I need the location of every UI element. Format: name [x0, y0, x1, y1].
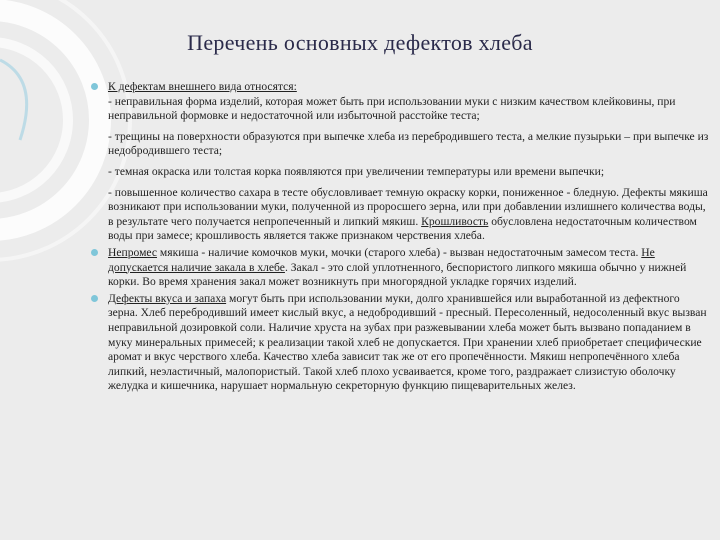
- content-body: [94, 80, 712, 394]
- crumbliness-term: Крошливость: [421, 214, 489, 228]
- unmixed-text: мякиша - наличие комочков муки, мочки (старого хлеба) - вызван недостаточным замесом теста.: [157, 245, 642, 259]
- bullet-taste-and-smell: [94, 292, 712, 394]
- bullet-exterior-defects: [94, 80, 712, 95]
- crumbliness-text: обусловлена недостаточным количеством воды при замесе; крошливость является также признаком черствения хлеба.: [108, 214, 697, 243]
- zakal-text: . Закал - это слой уплотненного, беспористого липкого мякиша обычно у нижней корки. Во время хранения закал может возникнуть при многорядной укладке горячих изделий.: [108, 260, 687, 289]
- paragraph-sugar-and-crumb: [94, 186, 712, 244]
- unmixed-term: Непромес: [108, 245, 158, 259]
- sugar-text: - повышенное количество сахара в тесте обусловливает темную окраску корки, пониженное - бледную. Дефекты мякиша возникают при использовании муки, полученной из проросшего зерна, или при добавлении излишнего количества воды, в результате чего получается непропеченный и липкий мякиш.: [108, 185, 708, 228]
- bullet-unmixed-crumb: [94, 246, 712, 290]
- taste-smell-term: Дефекты вкуса и запаха: [108, 291, 227, 305]
- paragraph-irregular-shape: - неправильная форма изделий, которая может быть при использовании муки с низким качеством клейковины, при неправильной формовке и недостаточной или избыточной расстойке теста;: [108, 94, 676, 123]
- exterior-defects-heading: К дефектам внешнего вида относятся:: [108, 80, 297, 93]
- taste-smell-text: могут быть при использовании муки, долго хранившейся или выработанной из дефектного зерна. Хлеб перебродивший имеет кислый вкус, а недобродивший - пресный. Пересоленный, недосоленный вкус вызван неправильной дозировкой соли. Наличие хруста на зубах при разжевывании хлеба может быть вызвано попаданием в муку минеральных примесей; к реализации такой хлеб не допускается. При хранении хлеб приобретает специфические аромат и вкус черствого хлеба. Качество хлеба зависит так же от его пропечённости. Мякиш непропечённого хлеба липкий, неэластичный, малопористый. Такой хлеб плохо усваивается, кроме того, раздражает слизистую оболочку желудка и кишечника, нарушает нормальную секреторную функцию пищеварительных желез.: [108, 291, 707, 393]
- paragraph-dark-crust: - темная окраска или толстая корка появляются при увеличении температуры или времени выпечки;: [108, 164, 605, 178]
- page-title: Перечень основных дефектов хлеба: [187, 30, 533, 55]
- zakal-term: Не допускается наличие закала в хлебе: [108, 245, 655, 274]
- paragraph-surface-cracks: - трещины на поверхности образуются при выпечке хлеба из перебродившего теста, а мелкие пузырьки – при выпечке из недобродившего теста;: [108, 129, 709, 158]
